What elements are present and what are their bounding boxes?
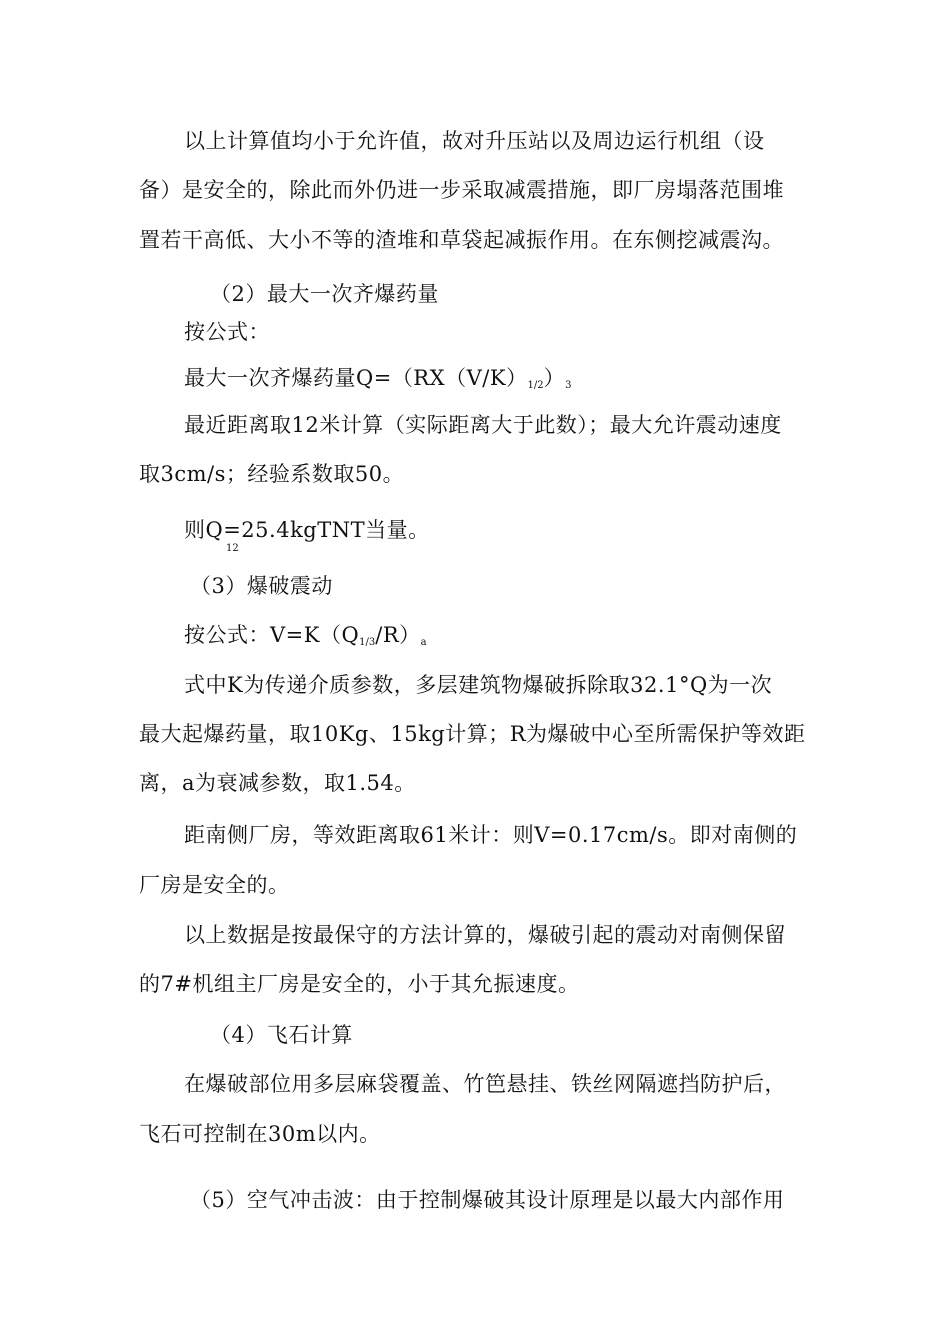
formula-q-main: 最大一次齐爆药量Q=（RX（V/K） [184, 366, 528, 390]
formula-v-subscript: 1/3 [359, 637, 376, 648]
paragraph-line: 最大起爆药量，取10Kg、15kg计算；R为爆破中心至所需保护等效距 [139, 722, 806, 746]
paragraph-line: 在爆破部位用多层麻袋覆盖、竹笆悬挂、铁丝网隔遮挡防护后， [184, 1072, 786, 1096]
paragraph-line: 厂房是安全的。 [139, 873, 290, 897]
formula-v-tail: /R） [375, 623, 421, 647]
paragraph-line: 飞石可控制在30m以内。 [139, 1122, 381, 1146]
paragraph-line: 最近距离取12米计算（实际距离大于此数）；最大允许震动速度 [184, 413, 782, 437]
paragraph-line: （5）空气冲击波：由于控制爆破其设计原理是以最大内部作用 [190, 1188, 785, 1212]
formula-v-main: 按公式：V=K（Q [184, 623, 360, 647]
formula-v [184, 622, 427, 656]
result-q-subscript: 12 [226, 543, 239, 554]
paragraph-line: 置若干高低、大小不等的渣堆和草袋起减振作用。在东侧挖减震沟。 [139, 228, 784, 252]
paragraph-line: 式中K为传递介质参数，多层建筑物爆破拆除取32.1°Q为一次 [184, 673, 773, 697]
paragraph-line: 取3cm/s；经验系数取50。 [139, 462, 405, 486]
formula-intro: 按公式： [184, 320, 270, 344]
paragraph-line: 的7#机组主厂房是安全的，小于其允振速度。 [139, 972, 580, 996]
formula-q-subscript: 1/2 [527, 380, 544, 391]
paragraph-line: 以上计算值均小于允许值，故对升压站以及周边运行机组（设 [184, 129, 765, 153]
formula-v-exponent: a [420, 637, 427, 648]
formula-q-mid: ） [543, 366, 566, 390]
section-heading-3: （3）爆破震动 [190, 574, 333, 598]
paragraph-line: 备）是安全的，除此而外仍进一步采取减震措施，即厂房塌落范围堆 [139, 178, 784, 202]
result-q: 则Q=25.4kgTNT当量。 [184, 518, 430, 542]
section-heading-2: （2）最大一次齐爆药量 [210, 282, 439, 306]
formula-q-exponent: 3 [565, 380, 572, 391]
section-heading-4: （4）飞石计算 [210, 1023, 353, 1047]
paragraph-line: 距南侧厂房，等效距离取61米计：则V=0.17cm/s。即对南侧的 [184, 823, 798, 847]
paragraph-line: 以上数据是按最保守的方法计算的，爆破引起的震动对南侧保留 [184, 923, 786, 947]
paragraph-line: 离，a为衰减参数，取1.54。 [139, 771, 416, 795]
formula-q [184, 365, 571, 399]
